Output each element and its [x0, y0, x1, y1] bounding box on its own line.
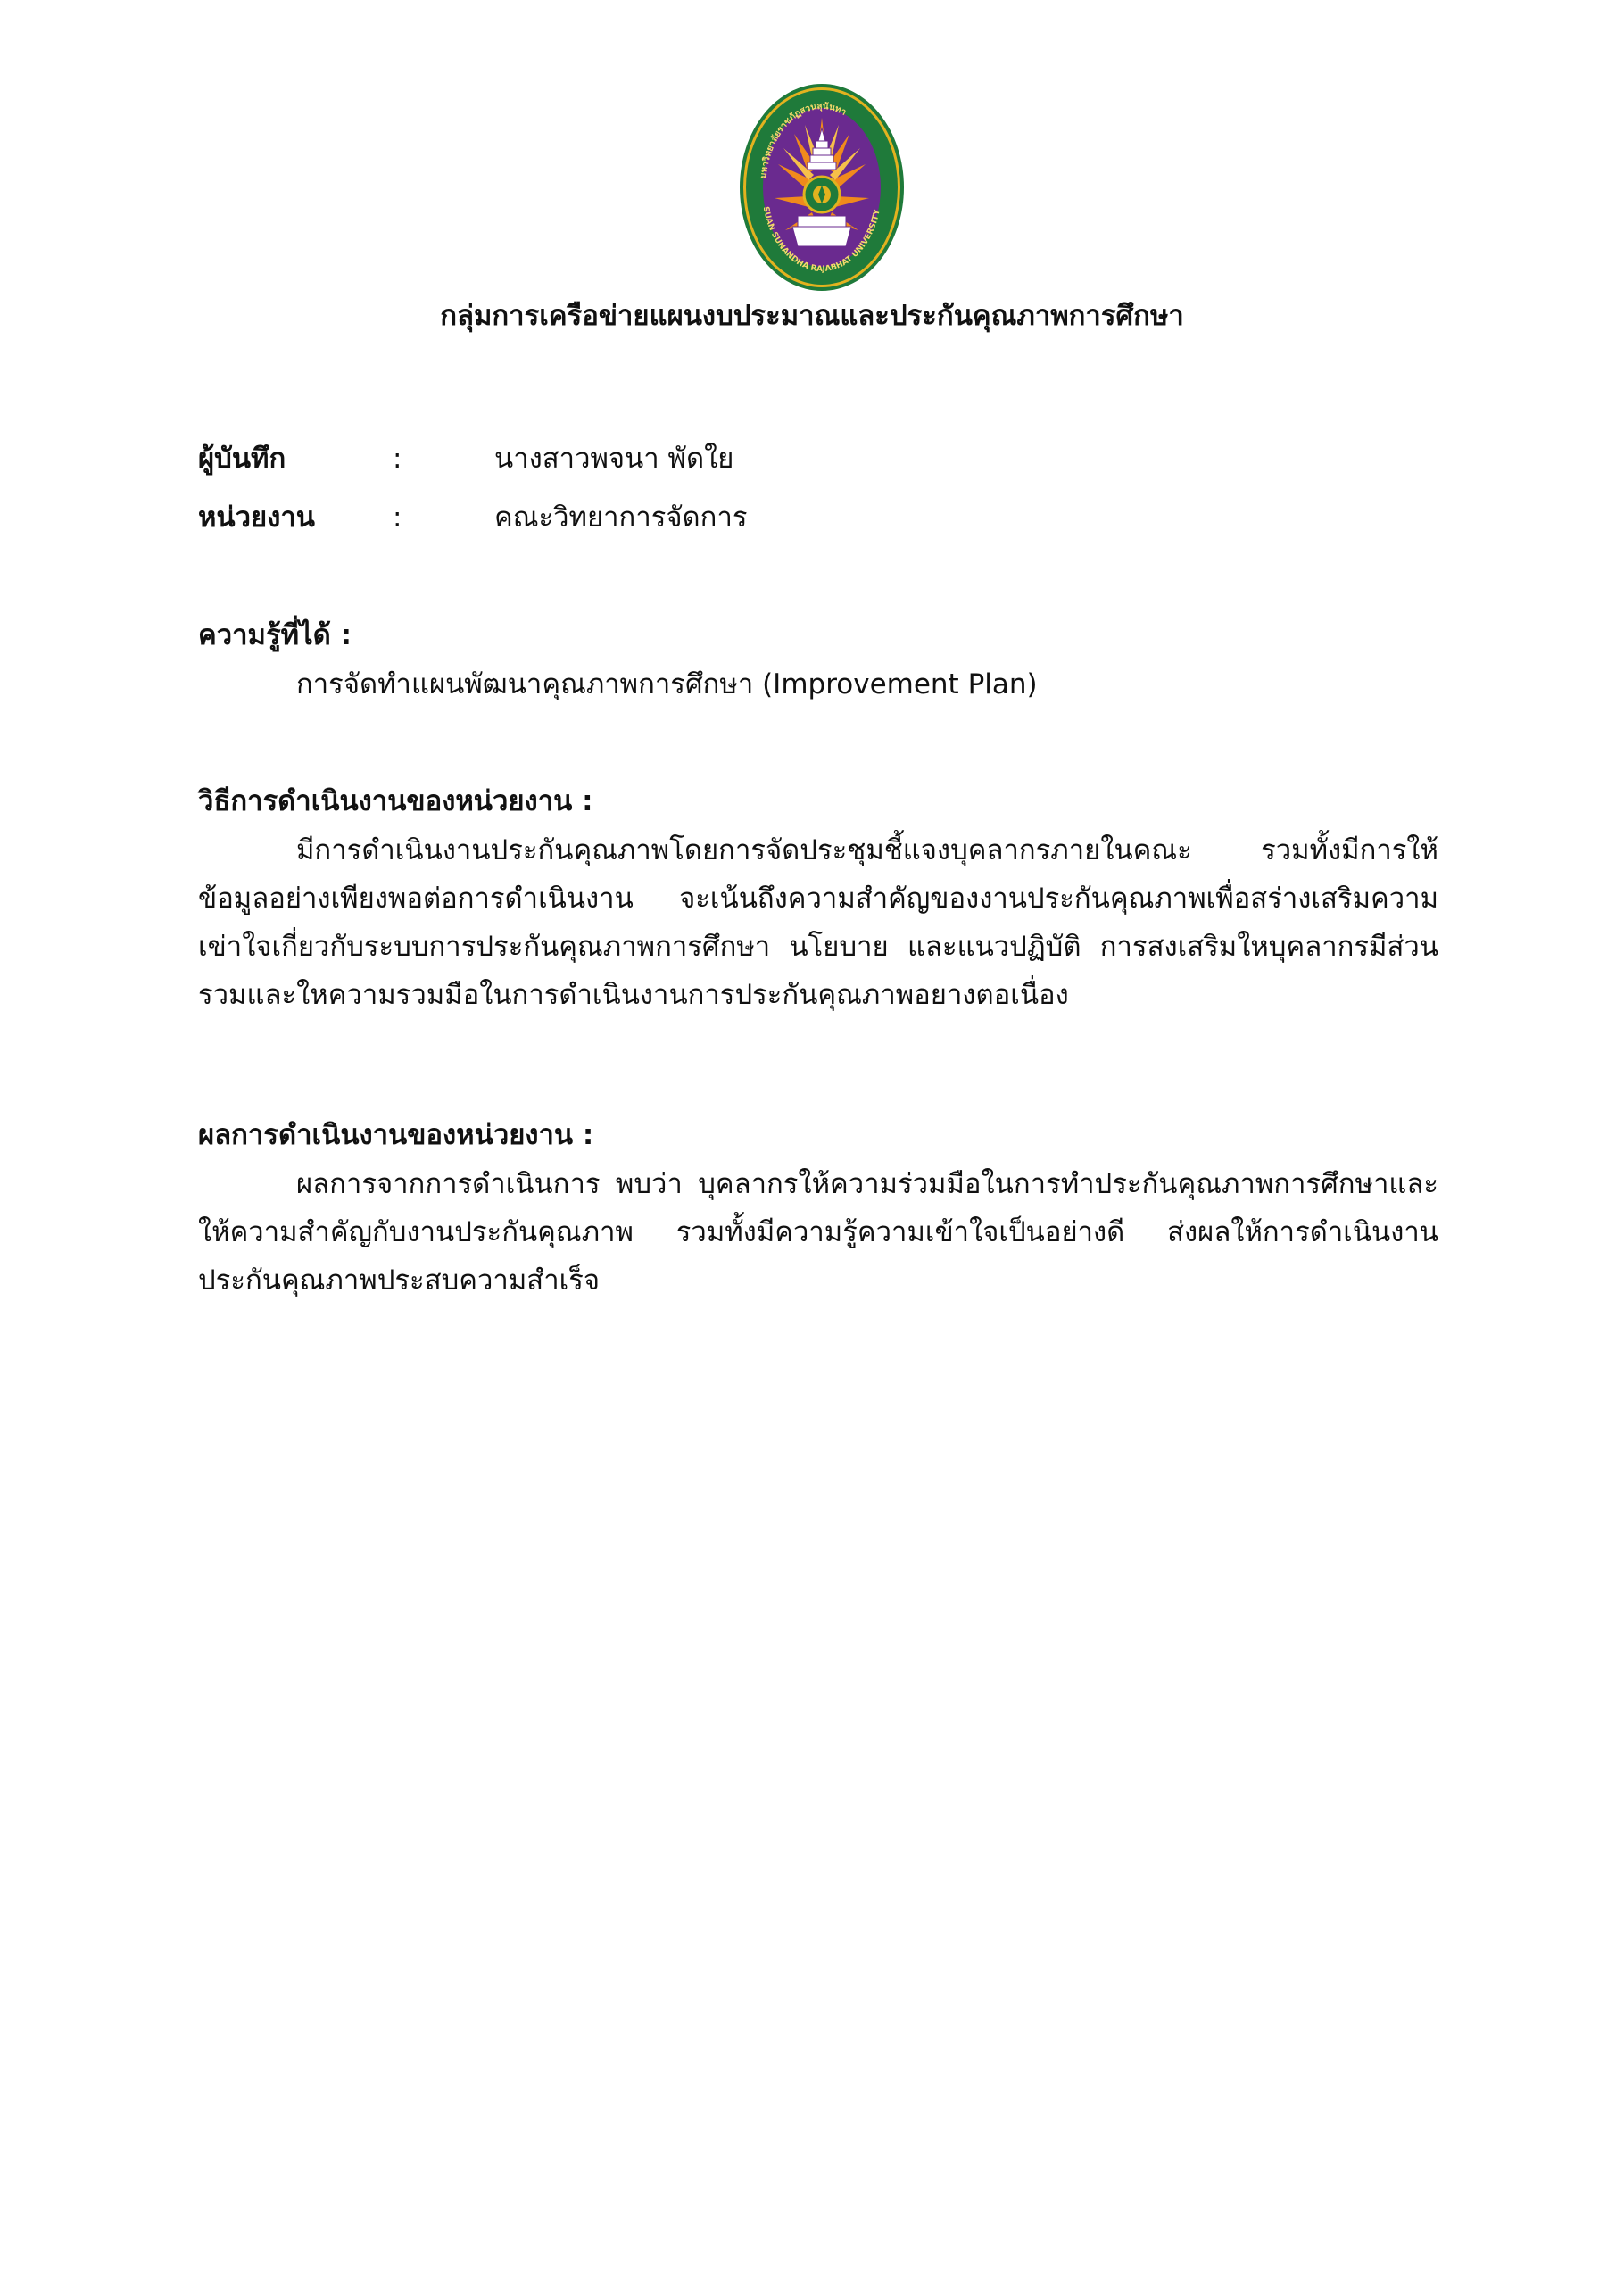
results-body: ผลการจากการดำเนินการ พบว่า บุคลากรให้ความร่วมมือในการทำประกันคุณภาพการศึกษาและให้ความสำคัญกับงานประกันคุณภาพ รวมทั้งมีความรู้ความเข้าใจเป็นอย่างดี ส่งผลให้การดำเนินงานประกันคุณภาพประสบความสำเร็จ: [198, 1168, 1438, 1297]
svg-text:มหาวิทยาลัยราชภัฏสวนสุนันทา: มหาวิทยาลัยราชภัฏสวนสุนันทา: [758, 101, 849, 179]
document-title: กลุ่มการเครือข่ายแผนงบประมาณและประกันคุณภาพการศึกษา: [440, 300, 1184, 332]
unit-label: หน่วยงาน: [198, 501, 315, 534]
unit-value: คณะวิทยาการจัดการ: [494, 501, 748, 534]
method-heading: วิธีการดำเนินงานของหน่วยงาน :: [198, 785, 593, 817]
knowledge-body: การจัดทำแผนพัฒนาคุณภาพการศึกษา (Improvement Plan): [296, 668, 1038, 700]
knowledge-heading: ความรู้ที่ได้ :: [198, 619, 352, 651]
university-logo: [739, 82, 905, 293]
recorder-colon: :: [393, 443, 402, 475]
method-body: มีการดำเนินงานประกันคุณภาพโดยการจัดประชุมชี้แจงบุคลากรภายในคณะ รวมทั้งมีการให้ข้อมูลอย่างเพียงพอต่อการดำเนินงาน จะเน้นถึงความสำคัญของงานประกันคุณภาพเพื่อสร่างเสริมความเข่าใจเกี่ยวกับระบบการประกันคุณภาพการศึกษา นโยบาย และแนวปฏิบัติ การสงเสริมใหบุคลากรมีส่วนรวมและใหความรวมมือในการดำเนินงานการประกันคุณภาพอยางตอเนื่อง: [198, 834, 1438, 1011]
unit-colon: :: [393, 501, 402, 534]
svg-text:SUAN SUNANDHA RAJABHAT UNIVERS: SUAN SUNANDHA RAJABHAT UNIVERSITY: [760, 205, 882, 275]
results-heading: ผลการดำเนินงานของหน่วยงาน :: [198, 1119, 594, 1151]
recorder-label: ผู้บันทึก: [198, 443, 286, 475]
recorder-value: นางสาวพจนา พัดใย: [494, 443, 734, 475]
